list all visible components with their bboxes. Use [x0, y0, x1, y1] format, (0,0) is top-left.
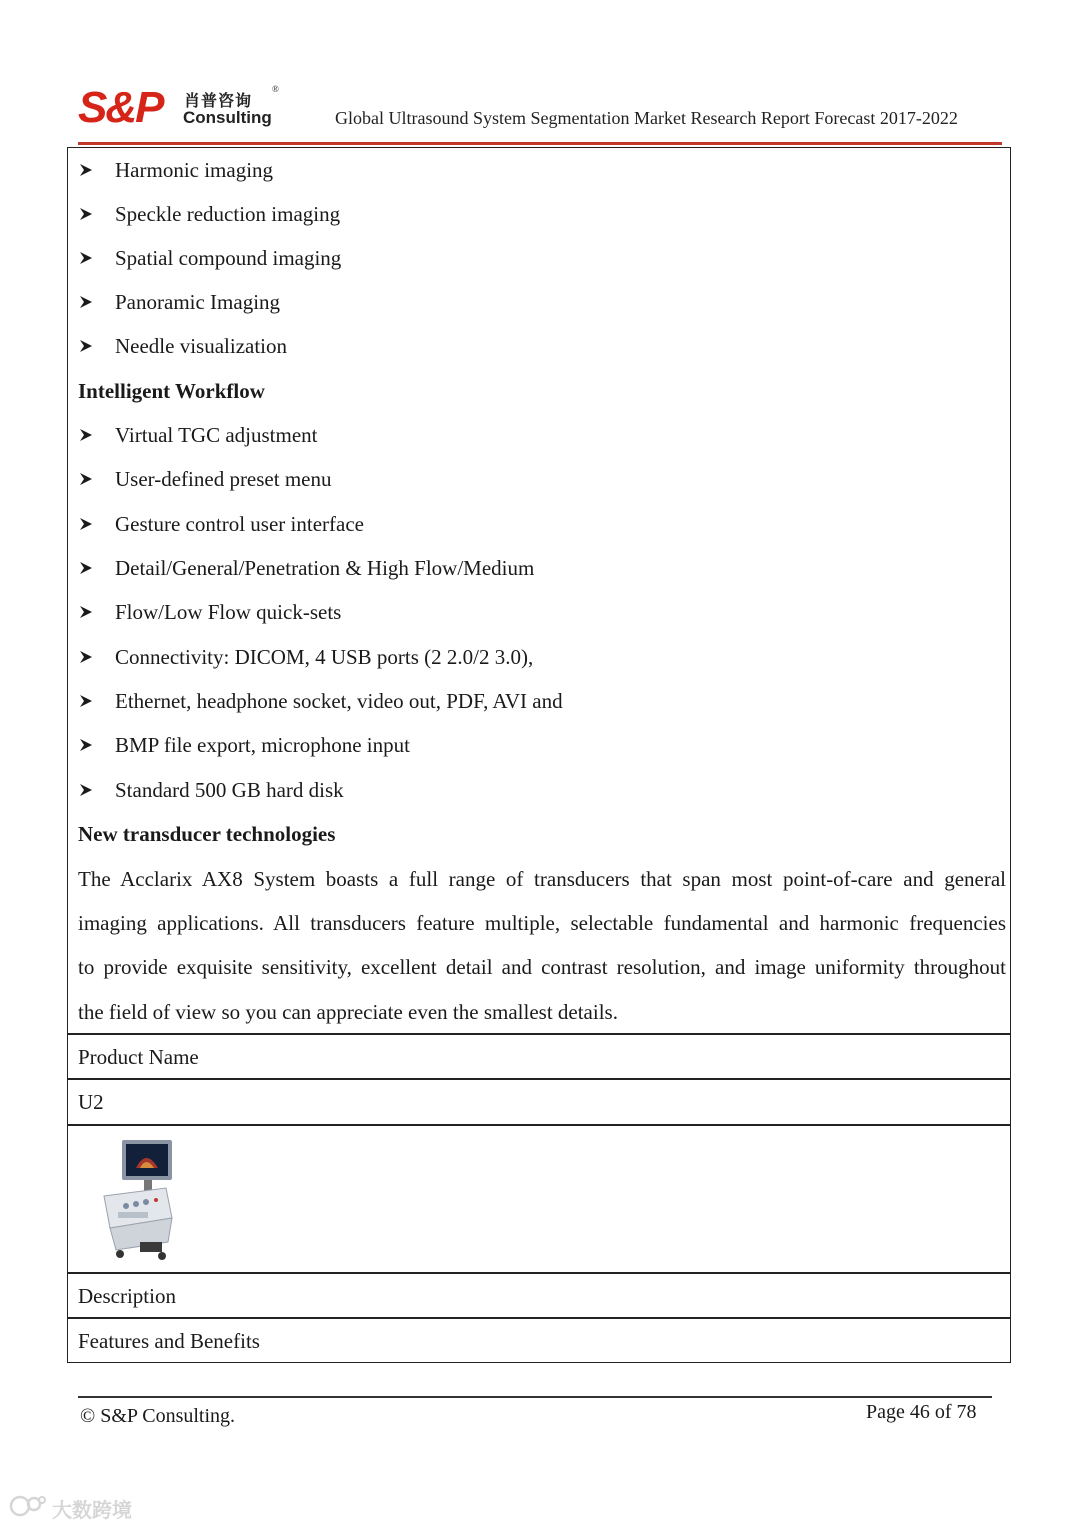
arrow-bullet-icon — [78, 689, 100, 713]
footer-divider — [78, 1396, 992, 1398]
arrow-bullet-icon — [78, 334, 100, 358]
product-name-value: U2 — [78, 1090, 104, 1114]
list-item: Ethernet, headphone socket, video out, PDF, AVI and — [115, 689, 563, 713]
list-item: Connectivity: DICOM, 4 USB ports (2 2.0/2 3.0), — [115, 645, 534, 669]
watermark — [8, 1492, 158, 1522]
list-item: Harmonic imaging — [115, 158, 274, 182]
paragraph-line: The Acclarix AX8 System boasts a full range of transducers that span most point-of-care and general — [78, 867, 1006, 891]
features-benefits-label: Features and Benefits — [78, 1329, 260, 1353]
list-item: User-defined preset menu — [115, 467, 332, 491]
report-title: Global Ultrasound System Segmentation Market Research Report Forecast 2017-2022 — [335, 108, 958, 128]
table-divider — [67, 1272, 1011, 1274]
table-divider — [67, 1317, 1011, 1319]
list-item: Spatial compound imaging — [115, 246, 342, 270]
arrow-bullet-icon — [78, 556, 100, 580]
watermark-logo-icon — [8, 1492, 48, 1520]
product-name-label: Product Name — [78, 1045, 199, 1069]
logo-chinese-name: 肖普咨询 — [184, 91, 253, 110]
arrow-bullet-icon — [78, 645, 100, 669]
logo-subtitle: Consulting — [183, 108, 272, 127]
table-divider — [67, 1033, 1011, 1035]
logo-registered-mark: ® — [272, 84, 279, 94]
paragraph-line: the field of view so you can appreciate even the smallest details. — [78, 1000, 618, 1024]
copyright-text: © S&P Consulting. — [80, 1405, 236, 1427]
list-item: Gesture control user interface — [115, 512, 364, 536]
list-item: Panoramic Imaging — [115, 290, 281, 314]
section-heading-workflow: Intelligent Workflow — [78, 379, 265, 403]
list-item: Needle visualization — [115, 334, 288, 358]
header-divider — [78, 142, 1002, 145]
arrow-bullet-icon — [78, 512, 100, 536]
list-item: Standard 500 GB hard disk — [115, 778, 344, 802]
watermark-text: 大数跨境 — [52, 1498, 132, 1522]
page-number: Page 46 of 78 — [866, 1401, 977, 1423]
ultrasound-system-image — [96, 1138, 180, 1262]
arrow-bullet-icon — [78, 600, 100, 624]
description-label: Description — [78, 1284, 176, 1308]
arrow-bullet-icon — [78, 423, 100, 447]
arrow-bullet-icon — [78, 733, 100, 757]
arrow-bullet-icon — [78, 467, 100, 491]
list-item: BMP file export, microphone input — [115, 733, 410, 757]
paragraph-line: to provide exquisite sensitivity, excellent detail and contrast resolution, and image uniformity throughout — [78, 955, 1006, 979]
arrow-bullet-icon — [78, 202, 100, 226]
arrow-bullet-icon — [78, 158, 100, 182]
table-divider — [67, 1078, 1011, 1080]
company-logo — [78, 84, 288, 132]
table-divider — [67, 1124, 1011, 1126]
list-item: Virtual TGC adjustment — [115, 423, 318, 447]
list-item: Detail/General/Penetration & High Flow/Medium — [115, 556, 535, 580]
arrow-bullet-icon — [78, 778, 100, 802]
list-item: Speckle reduction imaging — [115, 202, 341, 226]
arrow-bullet-icon — [78, 246, 100, 270]
arrow-bullet-icon — [78, 290, 100, 314]
logo-mark: S&P — [78, 83, 163, 132]
list-item: Flow/Low Flow quick-sets — [115, 600, 342, 624]
paragraph-line: imaging applications. All transducers feature multiple, selectable fundamental and harmonic frequencies — [78, 911, 1006, 935]
section-heading-transducer: New transducer technologies — [78, 822, 336, 846]
